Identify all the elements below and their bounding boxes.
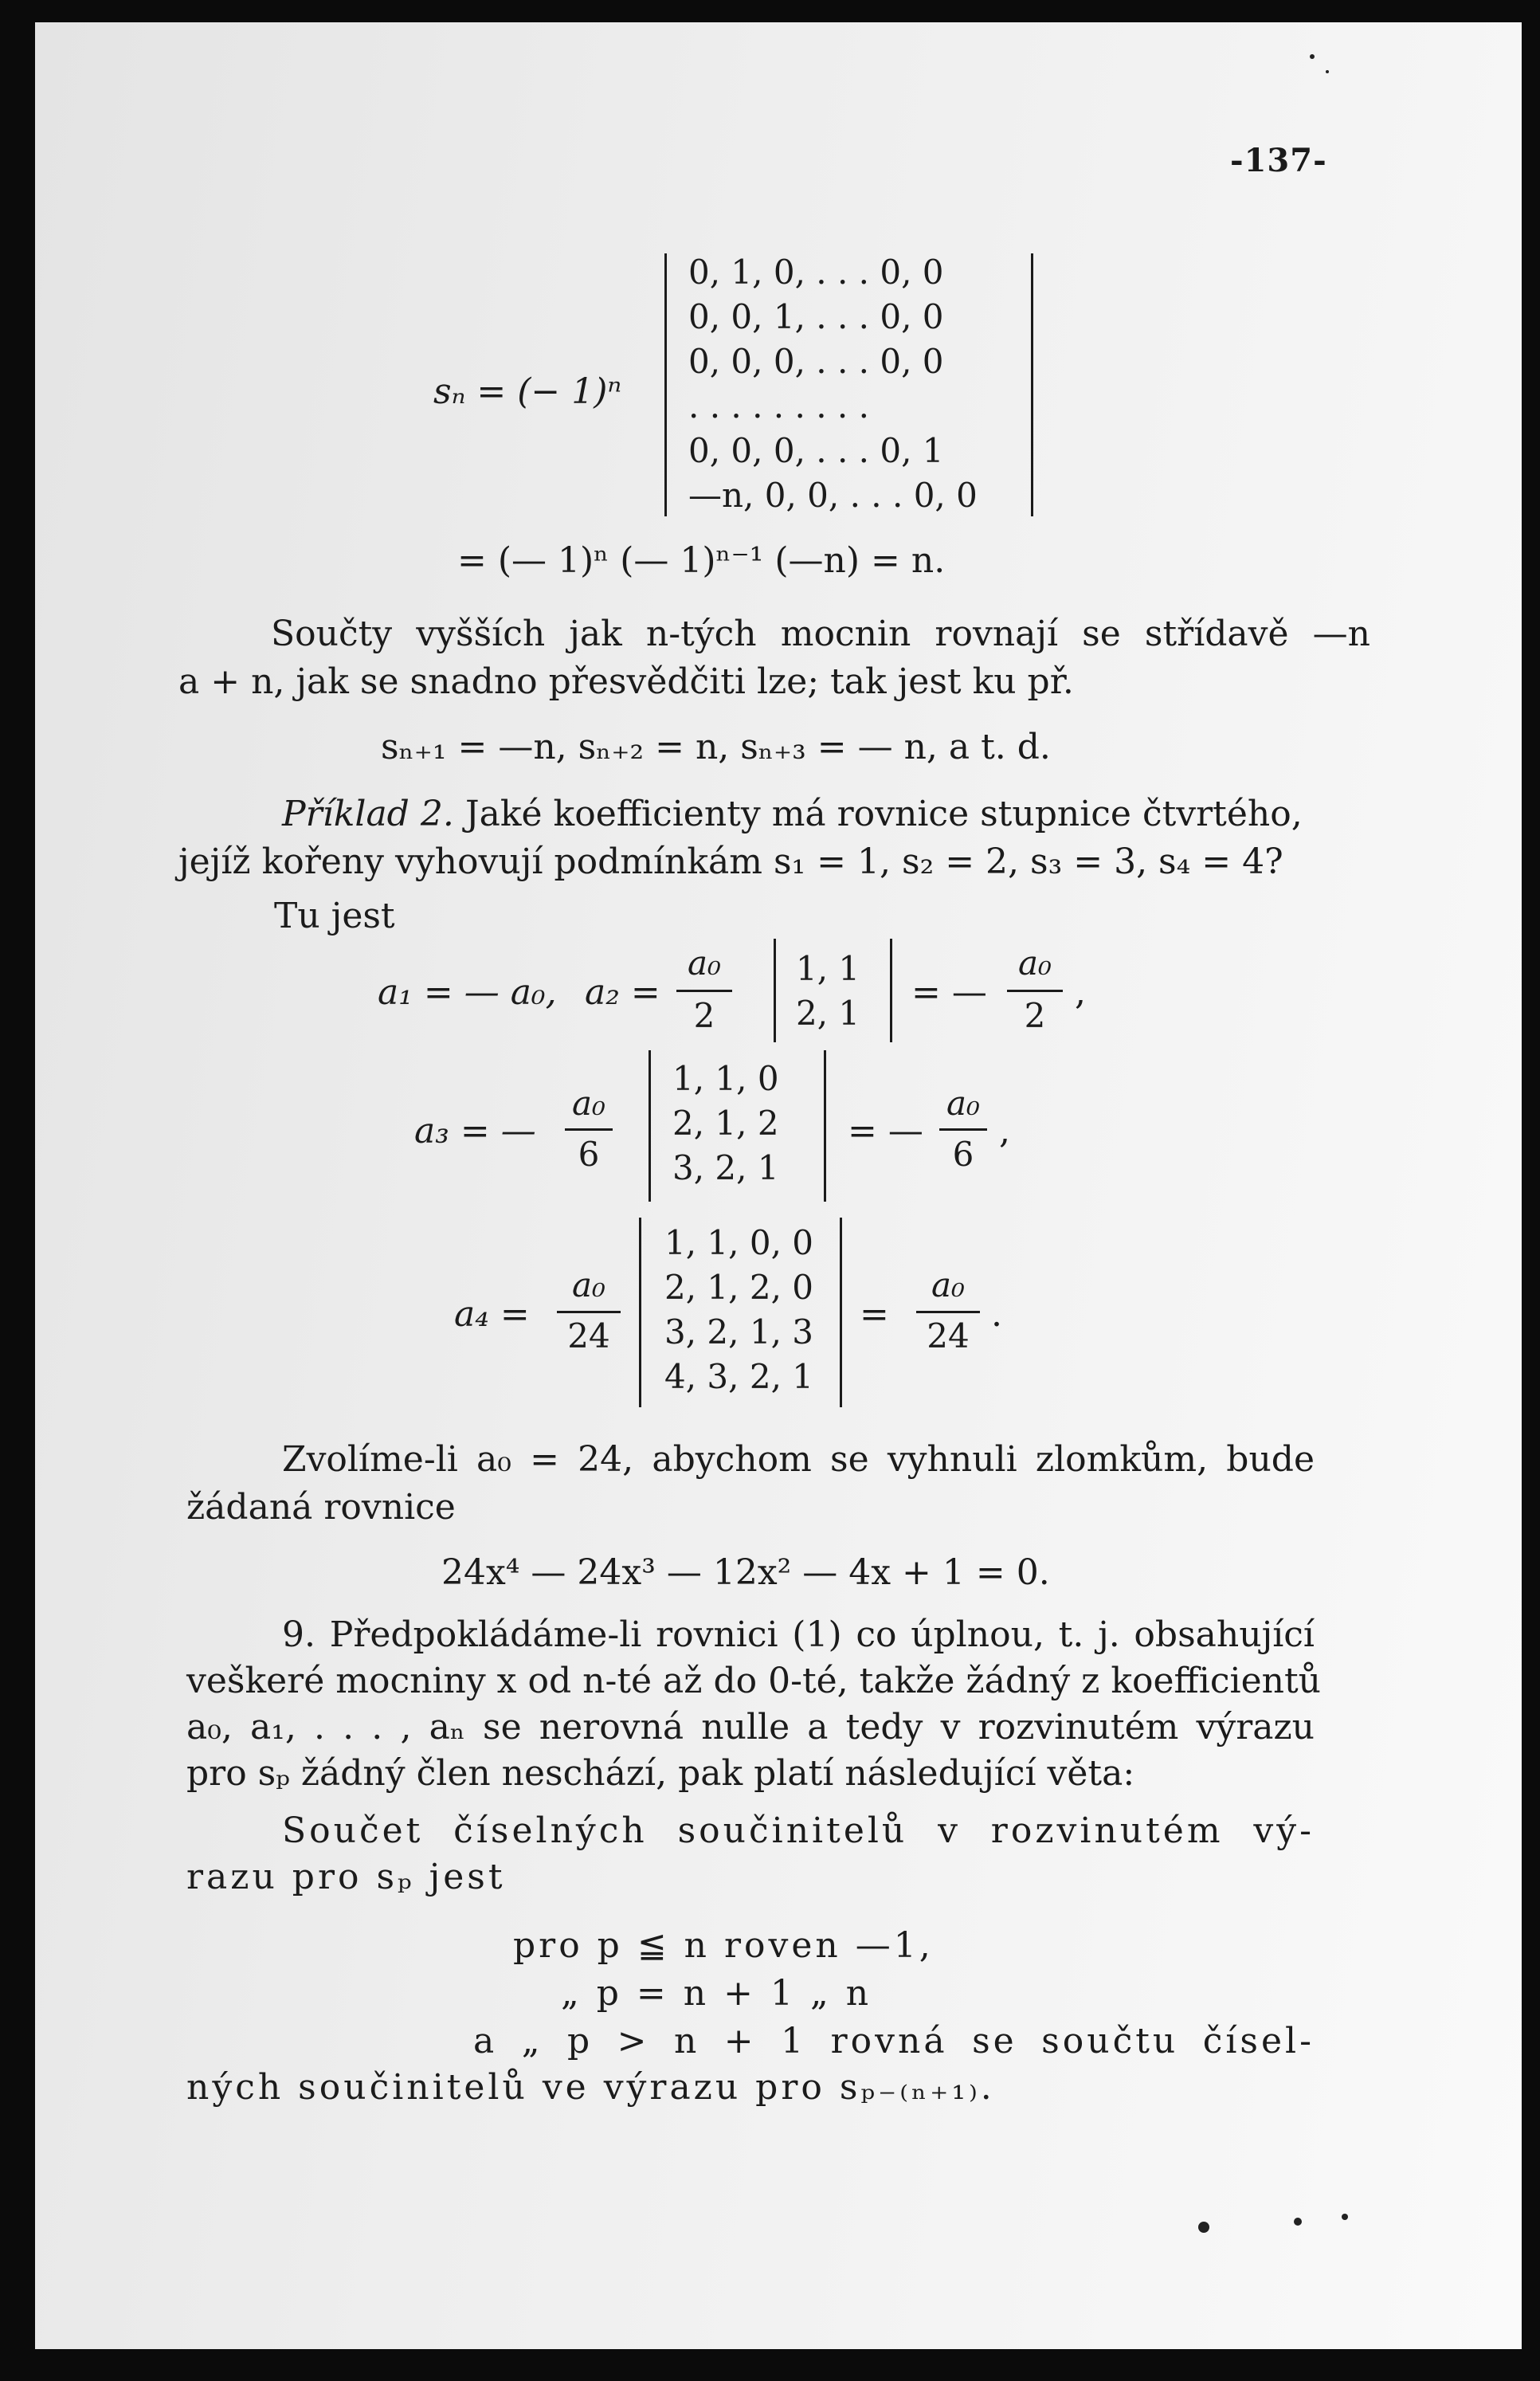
theorem-line1: Součet číselných součinitelů v rozvinutém vý- xyxy=(282,1810,1315,1851)
para2-line1: Zvolíme-li a₀ = 24, abychom se vyhnuli zlomkům, bude xyxy=(282,1439,1315,1480)
det-bar-left xyxy=(774,939,776,1042)
frac-den: 6 xyxy=(578,1135,600,1174)
det-bar-right xyxy=(1031,253,1033,516)
det-bar-left xyxy=(664,253,667,516)
det-row: 1, 1, 0, 0 xyxy=(664,1223,813,1262)
a3-lhs: a₃ = — xyxy=(414,1111,536,1151)
a1-eq: a₁ = — a₀, xyxy=(378,972,557,1013)
period: . xyxy=(991,1294,1002,1335)
frac-num: a₀ xyxy=(688,943,721,983)
section9-line4: pro sₚ žádný člen neschází, pak platí následující věta: xyxy=(186,1753,1135,1794)
a4-det-rows xyxy=(664,1221,813,1399)
fraction-line xyxy=(557,1311,621,1313)
scan-speck xyxy=(1294,2218,1302,2226)
det-row: 3, 2, 1, 3 xyxy=(664,1312,813,1351)
theorem-last-line: ných součinitelů ve výrazu pro sₚ₋₍ₙ₊₁₎. xyxy=(186,2067,995,2108)
a2-det-rows xyxy=(796,947,860,1036)
det-bar-left xyxy=(649,1050,651,1202)
det-bar-right xyxy=(840,1218,842,1407)
fraction-line xyxy=(1007,990,1063,992)
fraction-line xyxy=(916,1311,980,1313)
det-row: 3, 2, 1 xyxy=(672,1148,779,1187)
frac-den: 24 xyxy=(927,1316,970,1355)
comma: , xyxy=(999,1111,1010,1151)
scan-speck xyxy=(1310,54,1315,59)
sn-det-rows xyxy=(688,250,978,518)
scan-speck xyxy=(1198,2222,1209,2233)
frac-num: a₀ xyxy=(572,1265,605,1304)
frac-den: 2 xyxy=(1024,996,1046,1035)
det-row: 1, 1, 0 xyxy=(672,1059,779,1098)
a2-lhs: a₂ = xyxy=(585,972,660,1013)
section9-line2: veškeré mocniny x od n-té až do 0-té, takže žádný z koefficientů xyxy=(186,1661,1321,1701)
det-bar-left xyxy=(639,1218,641,1407)
para2-line2: žádaná rovnice xyxy=(186,1487,456,1528)
example2-line2: jejíž kořeny vyhovují podmínkám s₁ = 1, s₂ = 2, s₃ = 3, s₄ = 4? xyxy=(178,841,1283,882)
para1-line1: Součty vyšších jak n-tých mocnin rovnají se střídavě —n xyxy=(271,614,1370,654)
theorem-case2: „ p = n + 1 „ n xyxy=(561,1973,872,2014)
section9-line3: a₀, a₁, . . . , aₙ se nerovná nulle a tedy v rozvinutém výrazu xyxy=(186,1707,1315,1748)
section9-line1: 9. Předpokládáme-li rovnici (1) co úplnou, t. j. obsahující xyxy=(282,1614,1315,1655)
frac-num: a₀ xyxy=(1018,943,1052,983)
theorem-case1: pro p ≦ n roven —1, xyxy=(513,1925,934,1966)
det-row: . . . . . . . . . xyxy=(688,386,869,426)
det-bar-right xyxy=(890,939,892,1042)
det-bar-right xyxy=(824,1050,826,1202)
scan-speck xyxy=(1342,2214,1348,2220)
para1-line2: a + n, jak se snadno přesvědčiti lze; tak jest ku př. xyxy=(178,661,1074,702)
fraction-line xyxy=(939,1128,987,1131)
frac-num: a₀ xyxy=(946,1084,980,1123)
example-label: Příklad 2. xyxy=(282,794,454,834)
theorem-line2: razu pro sₚ jest xyxy=(186,1857,506,1897)
a3-eq-sign: = — xyxy=(848,1111,923,1151)
a4-lhs: a₄ = xyxy=(454,1294,530,1335)
det-row: 2, 1 xyxy=(796,994,860,1033)
frac-den: 6 xyxy=(952,1135,974,1174)
det-row: 0, 0, 1, . . . 0, 0 xyxy=(688,297,944,336)
frac-den: 24 xyxy=(567,1316,610,1355)
book-page xyxy=(35,22,1522,2349)
eq-sn-sequence: sₙ₊₁ = —n, sₙ₊₂ = n, sₙ₊₃ = — n, a t. d. xyxy=(381,727,1051,767)
example2-line1: Jaké koefficienty má rovnice stupnice čtvrtého, xyxy=(465,794,1303,834)
scan-speck xyxy=(1326,70,1329,73)
final-equation: 24x⁴ — 24x³ — 12x² — 4x + 1 = 0. xyxy=(441,1552,1050,1593)
det-row: 4, 3, 2, 1 xyxy=(664,1357,813,1396)
det-row: 2, 1, 2, 0 xyxy=(664,1268,813,1307)
fraction-line xyxy=(565,1128,613,1131)
det-row: 2, 1, 2 xyxy=(672,1104,779,1143)
sn-result: = (— 1)ⁿ (— 1)ⁿ⁻¹ (—n) = n. xyxy=(457,540,946,581)
sn-lhs: sₙ = (− 1)ⁿ xyxy=(433,371,622,412)
a3-det-rows xyxy=(672,1057,779,1190)
page-number: -137- xyxy=(1230,142,1327,179)
det-row: 0, 0, 0, . . . 0, 1 xyxy=(688,431,944,470)
comma: , xyxy=(1075,972,1086,1013)
det-row: —n, 0, 0, . . . 0, 0 xyxy=(688,476,978,515)
fraction-line xyxy=(676,990,732,992)
det-row: 1, 1 xyxy=(796,949,860,988)
det-row: 0, 0, 0, . . . 0, 0 xyxy=(688,342,944,381)
a2-eq-sign: = — xyxy=(911,972,987,1013)
frac-num: a₀ xyxy=(931,1265,965,1304)
det-row: 0, 1, 0, . . . 0, 0 xyxy=(688,253,944,292)
theorem-case3: a „ p > n + 1 rovná se součtu čísel- xyxy=(473,2021,1315,2061)
frac-den: 2 xyxy=(693,996,715,1035)
frac-num: a₀ xyxy=(572,1084,605,1123)
a4-eq-sign: = xyxy=(860,1294,889,1335)
example2-line3: Tu jest xyxy=(274,896,395,936)
